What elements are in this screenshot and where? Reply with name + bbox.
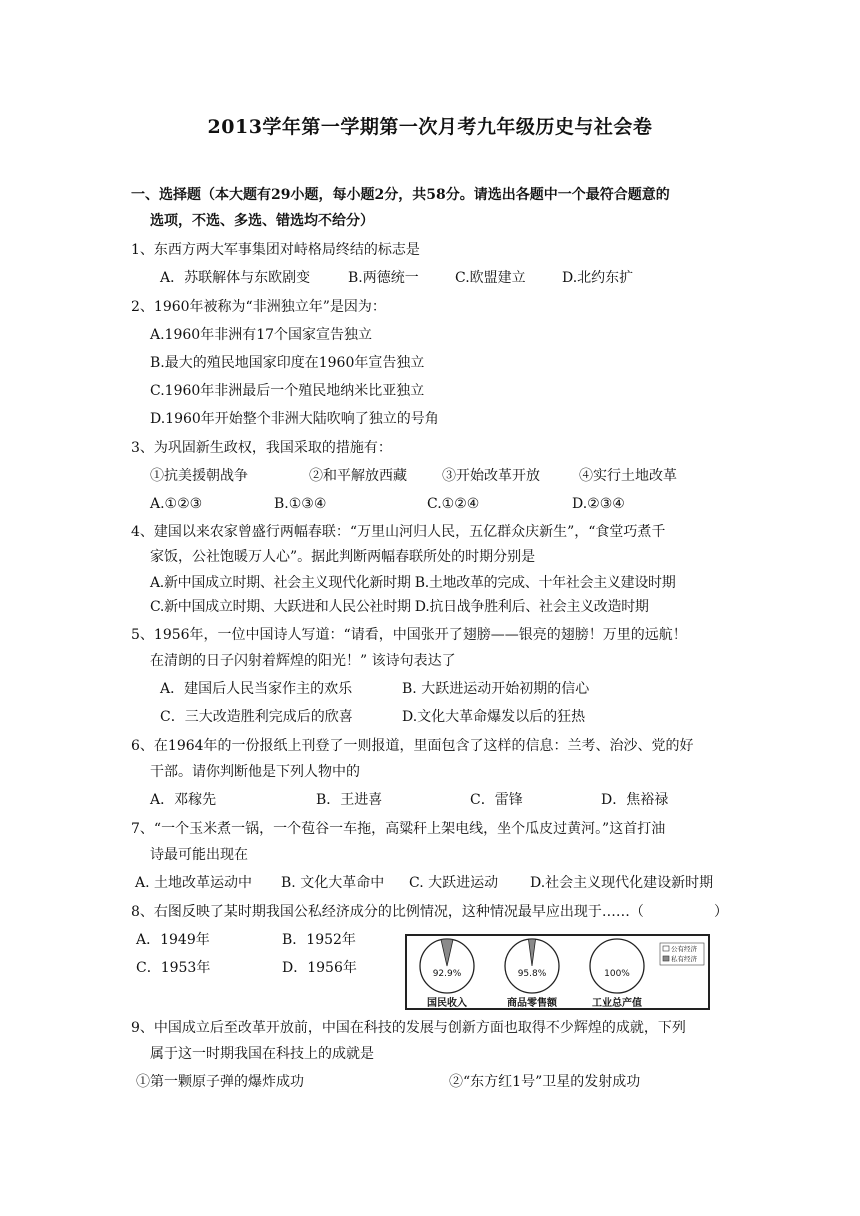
q6-stem-line1: 6、在1964年的一份报纸上刊登了一则报道，里面包含了这样的信息：兰考、治沙、党的好: [131, 738, 694, 754]
pie-2-value-label: 95.8%: [517, 969, 547, 979]
q7-option-a: A. 土地改革运动中: [135, 875, 253, 891]
legend-swatch-public: [663, 946, 669, 951]
q9-item-1: ①第一颗原子弹的爆炸成功: [136, 1074, 304, 1090]
q5-option-c: C．三大改造胜利完成后的欣喜: [160, 709, 353, 725]
q5-stem-line2: 在清朗的日子闪射着辉煌的阳光！” 该诗句表达了: [150, 653, 456, 669]
q7-option-b: B. 文化大革命中: [281, 875, 385, 891]
q1-option-b: B.两德统一: [348, 270, 419, 286]
q3-item-1: ①抗美援朝战争: [150, 468, 248, 484]
q1-stem: 1、东西方两大军事集团对峙格局终结的标志是: [131, 242, 420, 258]
q2-option-b: B.最大的殖民地国家印度在1960年宣告独立: [150, 355, 425, 371]
economy-pie-chart: [405, 934, 710, 1010]
q4-stem-line1: 4、建国以来农家曾盛行两幅春联：“万里山河归人民，五亿群众庆新生”，“食堂巧煮千: [131, 524, 666, 540]
q3-option-c: C.①②④: [427, 496, 480, 512]
q8-option-a: A．1949年: [136, 932, 210, 948]
q5-option-b: B. 大跃进运动开始初期的信心: [402, 681, 590, 697]
legend-label-public: 公有经济: [671, 945, 697, 953]
q6-stem-line2: 干部。请你判断他是下列人物中的: [150, 764, 360, 780]
q2-stem: 2、1960年被称为“非洲独立年”是因为：: [131, 299, 386, 315]
q2-option-c: C.1960年非洲最后一个殖民地纳米比亚独立: [150, 383, 425, 399]
q5-option-d: D.文化大革命爆发以后的狂热: [402, 709, 586, 725]
q9-stem-line1: 9、中国成立后至改革开放前，中国在科技的发展与创新方面也取得不少辉煌的成就，下列: [131, 1020, 686, 1036]
q4-stem-line2: 家饭，公社饱暖万人心”。据此判断两幅春联所处的时期分别是: [150, 549, 536, 565]
q1-option-d: D.北约东扩: [562, 270, 634, 286]
legend-label-private: 私有经济: [671, 955, 697, 963]
pie-1-value-label: 92.9%: [432, 969, 462, 979]
q6-option-c: C．雷锋: [470, 792, 523, 808]
pie-3-category-label: 工业总产值: [592, 998, 642, 1008]
q3-item-4: ④实行土地改革: [579, 468, 677, 484]
pie-1-category-label: 国民收入: [427, 998, 467, 1008]
q3-option-b: B.①③④: [274, 496, 327, 512]
pie-chart-svg: [407, 936, 708, 1008]
q3-option-d: D.②③④: [572, 496, 625, 512]
pie-3-value-label: 100%: [604, 969, 630, 979]
q1-option-a: A．苏联解体与东欧剧变: [160, 270, 311, 286]
q8-option-c: C．1953年: [136, 960, 211, 976]
q5-option-a: A．建国后人民当家作主的欢乐: [160, 681, 353, 697]
q6-option-a: A．邓稼先: [150, 792, 217, 808]
pie-2-category-label: 商品零售额: [507, 998, 557, 1008]
q3-item-2: ②和平解放西藏: [309, 468, 407, 484]
q9-stem-line2: 属于这一时期我国在科技上的成就是: [150, 1046, 374, 1062]
q7-option-d: D.社会主义现代化建设新时期: [530, 875, 714, 891]
q3-option-a: A.①②③: [150, 496, 203, 512]
q2-option-d: D.1960年开始整个非洲大陆吹响了独立的号角: [150, 411, 439, 427]
q8-stem: 8、右图反映了某时期我国公私经济成分的比例情况，这种情况最早应出现于……（: [131, 904, 644, 920]
q6-option-b: B．王进喜: [316, 792, 383, 808]
q8-option-b: B．1952年: [282, 932, 356, 948]
q7-stem-line1: 7、“一个玉米煮一锅，一个苞谷一车拖，高粱秆上架电线，坐个瓜皮过黄河。”这首打油: [131, 821, 666, 837]
section-heading-line1: 一、选择题（本大题有29小题，每小题2分，共58分。请选出各题中一个最符合题意的: [131, 187, 670, 203]
q5-stem-line1: 5、1956年，一位中国诗人写道：“请看，中国张开了翅膀——银亮的翅膀！万里的远航！: [131, 627, 687, 643]
q1-option-c: C.欧盟建立: [455, 270, 526, 286]
q3-item-3: ③开始改革开放: [442, 468, 540, 484]
q9-item-2: ②“东方红1号”卫星的发射成功: [449, 1074, 641, 1090]
q7-stem-line2: 诗最可能出现在: [150, 847, 248, 863]
pie-3-public-slice: [590, 939, 644, 993]
q4-options-ab: A.新中国成立时期、社会主义现代化新时期 B.土地改革的完成、十年社会主义建设时期: [150, 575, 676, 591]
q6-option-d: D．焦裕禄: [601, 792, 669, 808]
legend-swatch-private: [663, 956, 669, 961]
section-heading-line2: 选项，不选、多选、错选均不给分）: [150, 213, 374, 229]
q8-option-d: D．1956年: [282, 960, 357, 976]
page-title: 2013学年第一学期第一次月考九年级历史与社会卷: [207, 116, 653, 138]
q8-answer-paren-close: ）: [714, 904, 728, 920]
q4-options-cd: C.新中国成立时期、大跃进和人民公社时期 D.抗日战争胜利后、社会主义改造时期: [150, 599, 649, 615]
q3-stem: 3、为巩固新生政权，我国采取的措施有：: [131, 440, 392, 456]
q2-option-a: A.1960年非洲有17个国家宣告独立: [150, 327, 373, 343]
q7-option-c: C. 大跃进运动: [409, 875, 499, 891]
